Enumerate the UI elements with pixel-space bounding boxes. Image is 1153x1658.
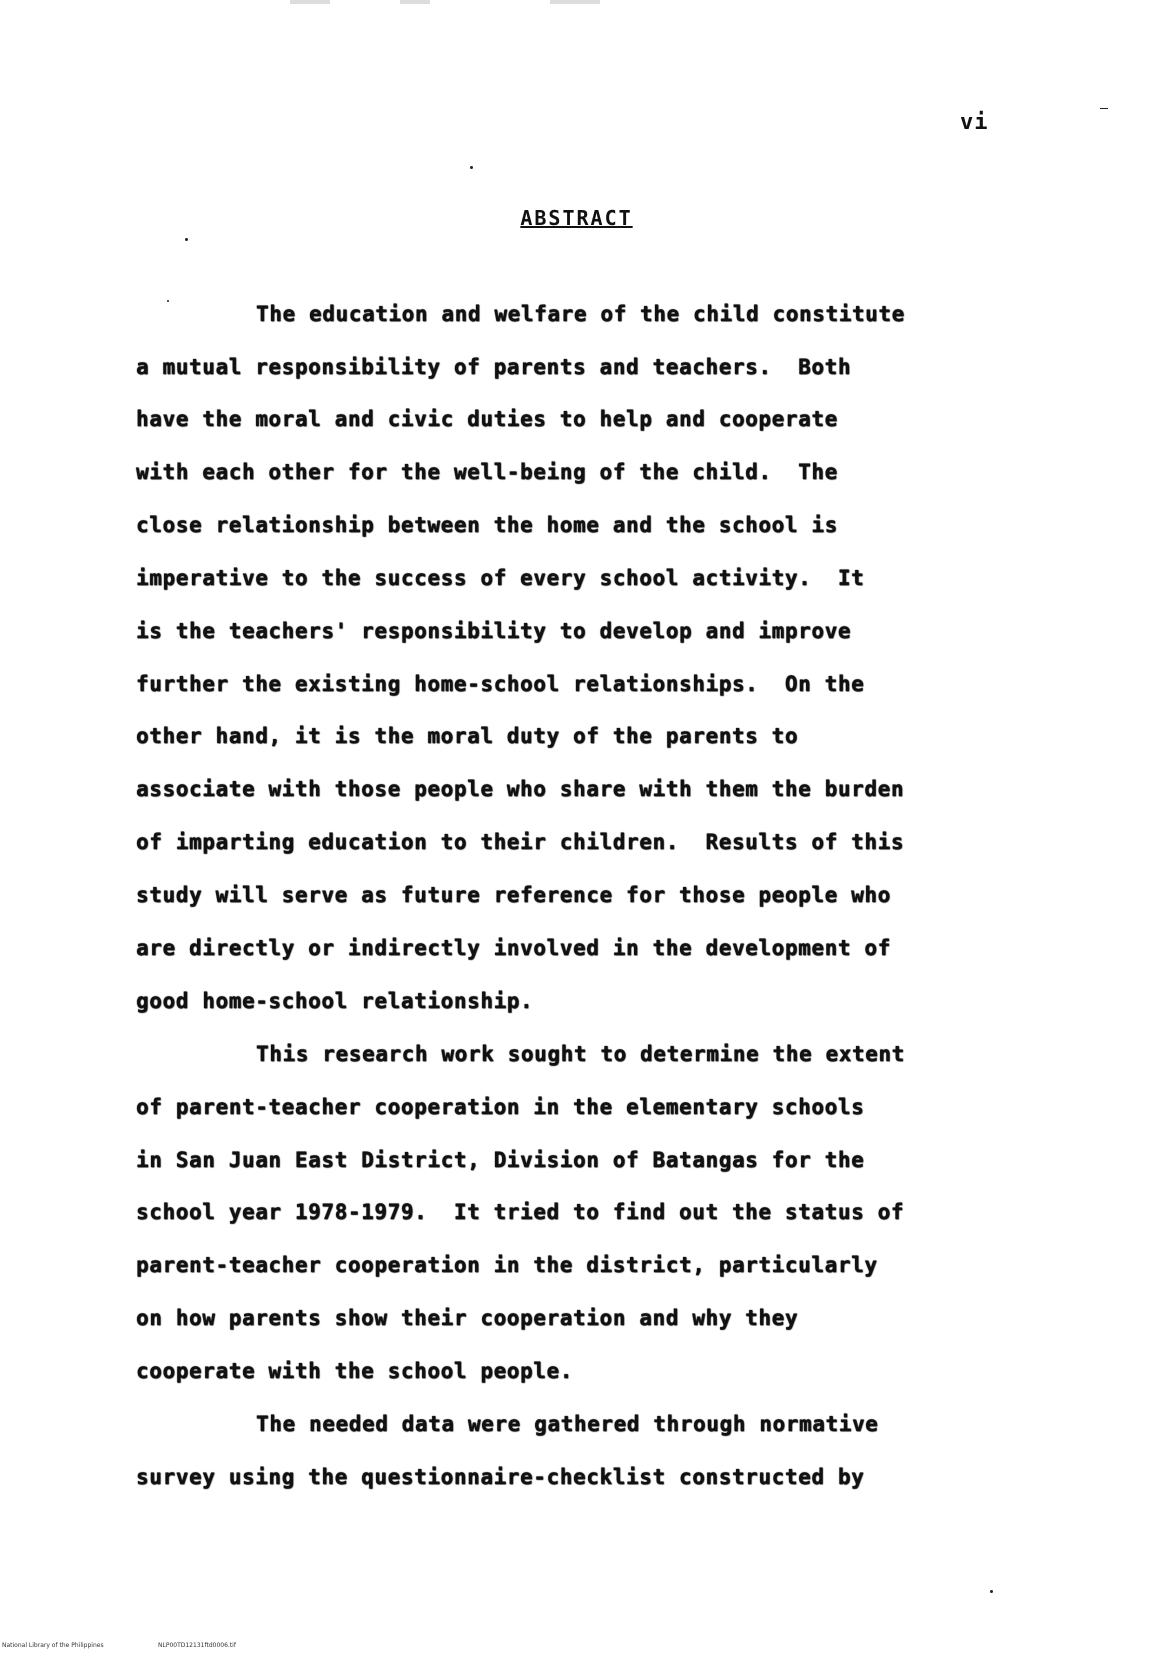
text-line: are directly or indirectly involved in the development of	[136, 936, 891, 960]
text-line: a mutual responsibility of parents and teachers. Both	[136, 355, 852, 379]
abstract-title: ABSTRACT	[520, 206, 633, 230]
text-line: The education and welfare of the child constitute	[256, 302, 905, 326]
scan-speck	[185, 238, 188, 241]
text-line: The needed data were gathered through normative	[256, 1412, 879, 1436]
scan-speck	[470, 166, 473, 169]
text-line: parent-teacher cooperation in the district, particularly	[136, 1253, 878, 1277]
text-line: close relationship between the home and the school is	[136, 513, 838, 537]
scan-artifact	[400, 0, 430, 4]
text-line: This research work sought to determine the extent	[256, 1042, 905, 1066]
text-line: survey using the questionnaire-checklist constructed by	[136, 1465, 865, 1489]
text-line: have the moral and civic duties to help and cooperate	[136, 407, 838, 431]
text-line: cooperate with the school people.	[136, 1359, 574, 1383]
footer-source: National Library of the Philippines	[2, 1642, 104, 1649]
text-line: imperative to the success of every school activity. It	[136, 566, 865, 590]
page-number: vi	[960, 110, 989, 135]
text-line: on how parents show their cooperation and why they	[136, 1306, 799, 1330]
scan-speck	[990, 1590, 993, 1593]
text-line: associate with those people who share with them the burden	[136, 777, 905, 801]
text-line: with each other for the well-being of the child. The	[136, 460, 838, 484]
text-line: is the teachers' responsibility to develop and improve	[136, 619, 852, 643]
text-line: of parent-teacher cooperation in the elementary schools	[136, 1095, 865, 1119]
scan-artifact	[290, 0, 330, 4]
text-line: of imparting education to their children. Results of this	[136, 830, 905, 854]
scan-artifact	[550, 0, 600, 4]
footer-filename: NLP00TD12131ftd0006.tif	[158, 1642, 236, 1649]
scan-speck	[167, 300, 169, 302]
text-line: other hand, it is the moral duty of the parents to	[136, 724, 799, 748]
text-line: good home-school relationship.	[136, 989, 534, 1013]
text-line: in San Juan East District, Division of Batangas for the	[136, 1148, 865, 1172]
text-line: study will serve as future reference for those people who	[136, 883, 891, 907]
text-line: school year 1978-1979. It tried to find out the status of	[136, 1200, 905, 1224]
text-line: further the existing home-school relationships. On the	[136, 672, 865, 696]
scan-speck	[1100, 108, 1108, 109]
